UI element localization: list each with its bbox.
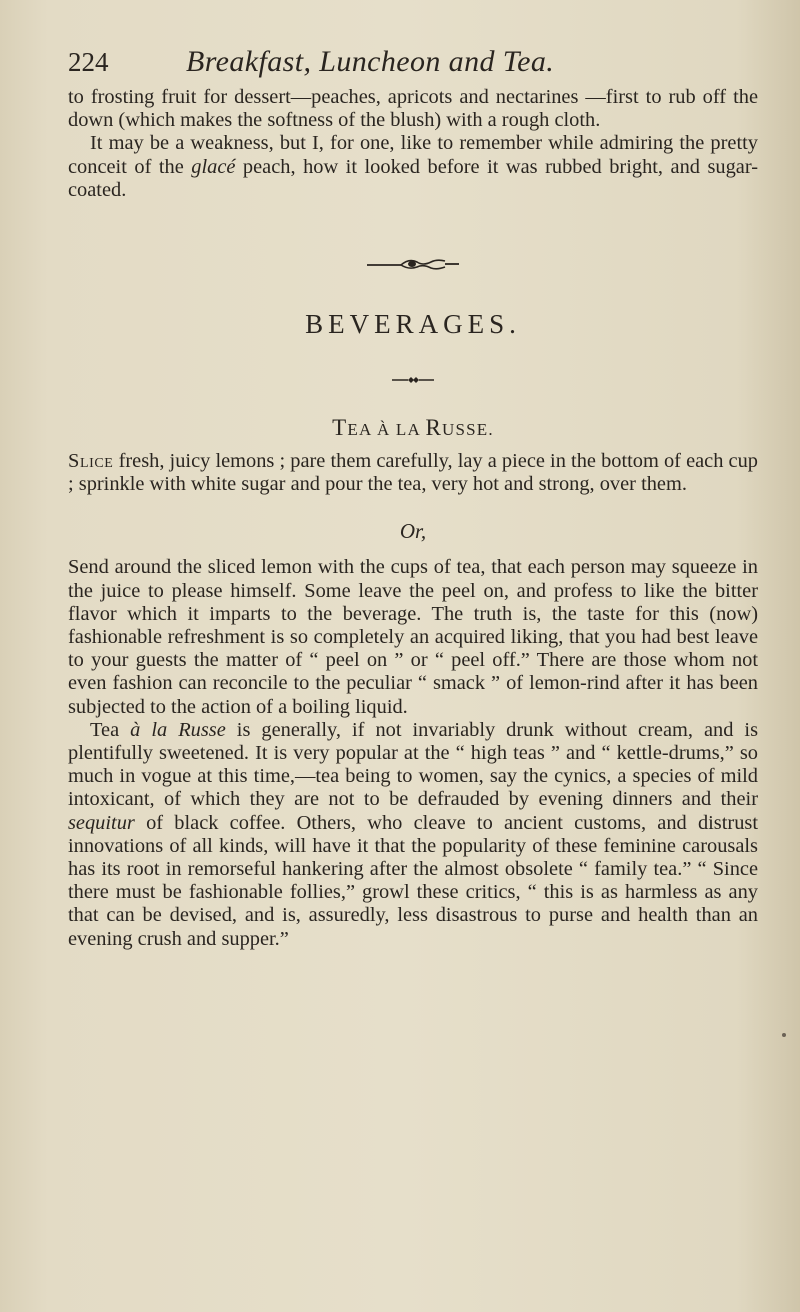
recipe-title-part-2: USSE. — [442, 420, 494, 440]
recipe-title-cap-1: T — [332, 415, 348, 441]
third-italic-russe: à la Russe — [130, 718, 226, 741]
third-middle: is generally, if not invariably drunk without cream, and is plentifully sweetened. It is very popular at the “ high teas ” and “ kettle-drums,” so much in vogue at this time,—tea being to women, say the cynics, a species of mild intoxicant, of which they are not to be defrauded by evening dinners and their — [68, 718, 759, 811]
third-end: of black coffee. Others, who cleave to ancient customs, and distrust innovations of all kinds, will have it that the popularity of these feminine carousals has its root in remorseful hankering after the almost obsolete “ family tea.” “ Since there must be fashionable follies,” growl these critics, “ this is as harmless as any that can be devised, and is, assuredly, less disastrous to purse and health than an evening crush and supper.” — [68, 811, 758, 950]
small-rule — [68, 376, 758, 384]
page-content — [68, 40, 758, 951]
ornament-divider — [68, 254, 758, 274]
section-heading: BEVERAGES. — [305, 309, 521, 340]
glace-text-after: peach, how it looked before it was rubbed bright, and sugar-coated. — [68, 155, 759, 201]
glace-paragraph — [68, 132, 758, 202]
third-italic-sequitur: sequitur — [68, 811, 135, 834]
or-label: Or, — [399, 519, 427, 544]
recipe-title — [68, 416, 758, 442]
recipe-title-part-1: EA À LA — [347, 420, 426, 440]
page-number: 224 — [68, 47, 109, 77]
recipe-title-cap-2: R — [425, 415, 443, 441]
recipe-first-body: fresh, juicy lemons ; pare them carefully, lay a piece in the bottom of each cup ; sprinkle with white sugar and pour the tea, very hot and strong, over them. — [68, 450, 758, 496]
paper-speck — [782, 1033, 786, 1037]
glace-italic: glacé — [191, 155, 236, 178]
recipe-paragraph-third — [68, 719, 758, 951]
running-head — [68, 40, 758, 84]
recipe-lead-word: Slice — [68, 450, 114, 473]
third-start: Tea — [90, 718, 131, 741]
diamond-rule-icon — [391, 376, 435, 384]
recipe-paragraph-second: Send around the sliced lemon with the cups of tea, that each person may squeeze in the juice to please himself. Some leave the peel on, and profess to like the bitter flavor which it imparts to the beverage. The truth is, the taste for this (now) fashionable refreshment is so completely an acquired liking, that you had best leave to your guests the matter of “ peel on ” or “ peel off.” There are those whom not even fashion can reconcile to the peculiar “ smack ” of lemon-rind after it has been subjected to the action of a boiling liquid. — [68, 556, 758, 718]
recipe-paragraph-first — [68, 450, 758, 496]
glace-text-before: It may be a weakness, but I, for one, like to remember while admiring the pretty conceit of the — [68, 132, 758, 178]
intro-paragraph: to frosting fruit for dessert—peaches, apricots and nectarines —first to rub off the down (which makes the softness of the blush) with a rough cloth. — [68, 86, 758, 132]
running-title: Breakfast, Luncheon and Tea. — [186, 45, 555, 78]
ornament-divider-icon — [365, 254, 461, 274]
